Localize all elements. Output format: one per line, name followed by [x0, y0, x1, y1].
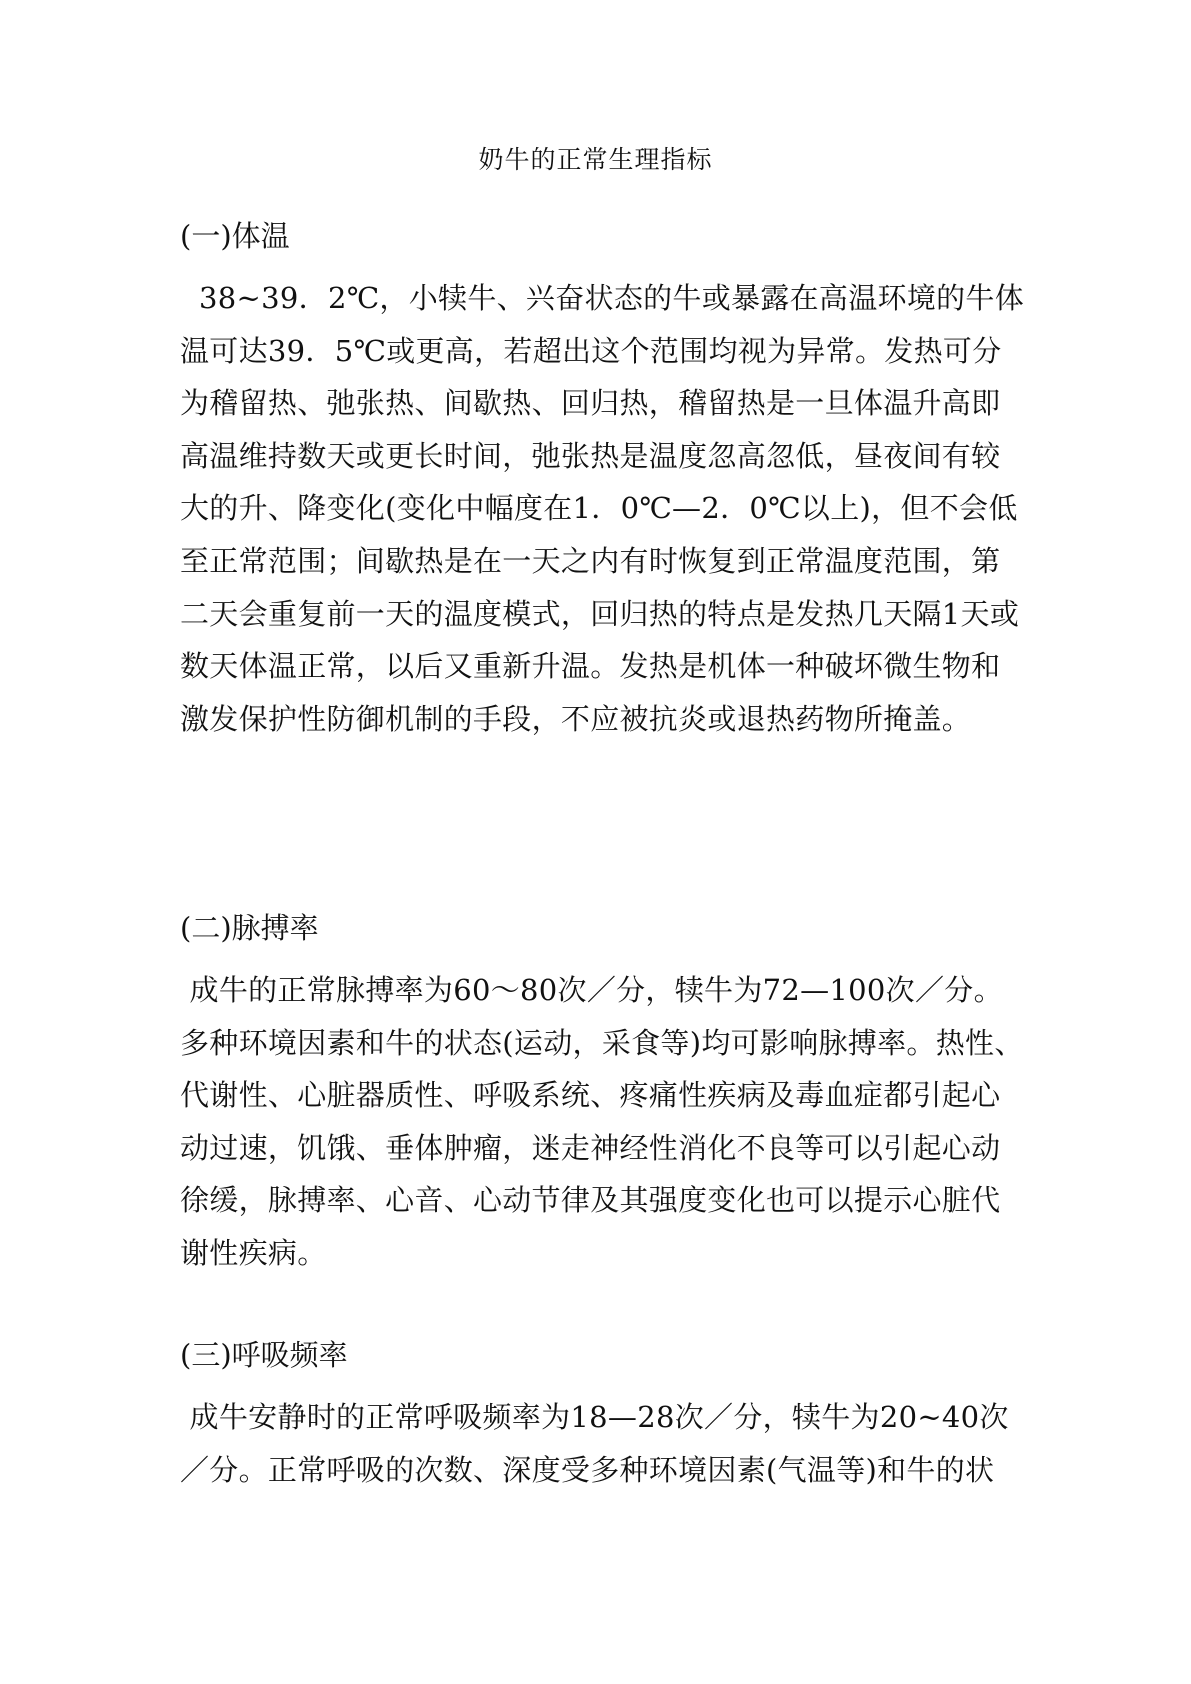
section-body-pulse-rate: 成牛的正常脉搏率为60～80次／分，犊牛为72—100次／分。多种环境因素和牛的状态(运动，采食等)均可影响脉搏率。热性、代谢性、心脏器质性、呼吸系统、疼痛性疾病及毒血症都引起心动过速，饥饿、垂体肿瘤，迷走神经性消化不良等可以引起心动徐缓，脉搏率、心音、心动节律及其强度变化也可以提示心脏代谢性疾病。 — [180, 973, 1024, 1270]
section-body-respiration-rate: 成牛安静时的正常呼吸频率为18—28次／分，犊牛为20~40次／分。正常呼吸的次数、深度受多种环境因素(气温等)和牛的状 — [180, 1400, 1009, 1487]
document-title: 奶牛的正常生理指标 — [478, 145, 713, 174]
section-heading-respiration-rate: (三)呼吸频率 — [180, 1338, 348, 1372]
section-heading-body-temperature: (一)体温 — [180, 219, 290, 253]
section-body-body-temperature: 38~39．2℃，小犊牛、兴奋状态的牛或暴露在高温环境的牛体温可达39．5℃或更高，若超出这个范围均视为异常。发热可分为稽留热、弛张热、间歇热、回归热，稽留热是一旦体温升高即高温维持数天或更长时间，弛张热是温度忽高忽低，昼夜间有较大的升、降变化(变化中幅度在1．0℃—2．0℃以上)，但不会低至正常范围；间歇热是在一天之内有时恢复到正常温度范围，第二天会重复前一天的温度模式，回归热的特点是发热几天隔1天或数天体温正常，以后又重新升温。发热是机体一种破坏微生物和激发保护性防御机制的手段，不应被抗炎或退热药物所掩盖。 — [180, 281, 1025, 736]
section-heading-pulse-rate: (二)脉搏率 — [180, 911, 319, 945]
